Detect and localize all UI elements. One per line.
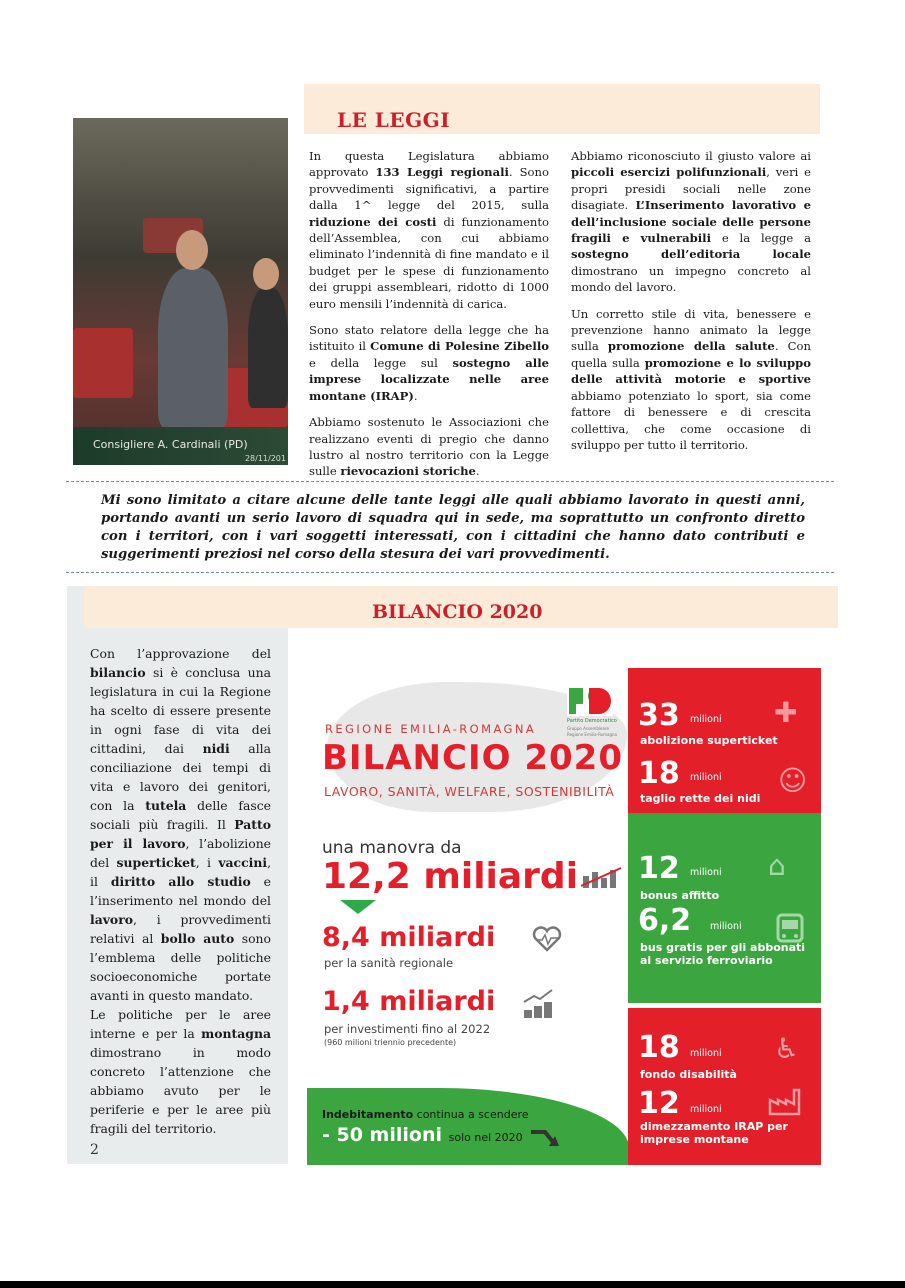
- page-bottom-rule: [0, 1281, 905, 1288]
- leggi-right-bold-text: L’Inserimento lavorativo e dell’inclusione sociale delle persone fragili e vulnerabili: [571, 198, 811, 246]
- stat-affitto-label: bonus affitto: [640, 889, 720, 902]
- divider-top: [66, 481, 834, 482]
- leggi-left-text: . Sono provvedimenti significativi, a partire dalla 1^ legge del 2015, sulla: [309, 165, 549, 213]
- stat-bus-unit: milioni: [710, 921, 742, 932]
- speaker-head: [176, 230, 208, 270]
- stat-nidi-number: 18: [638, 756, 680, 791]
- bilancio-sidebar-text: delle fasce sociali più fragili. Il: [90, 798, 271, 832]
- leggi-column-left: [309, 148, 549, 490]
- trend-down-icon: [529, 1128, 561, 1148]
- bilancio-sidebar-bold-text: superticket: [116, 855, 196, 870]
- debt-note: solo nel 2020: [448, 1131, 523, 1144]
- bilancio-sidebar-bold-text: Patto per il lavoro: [90, 817, 271, 851]
- bilancio-sidebar-text: e l’inserimento nel mondo del: [90, 874, 271, 908]
- leggi-left-bold-text: 133 Leggi regionali: [375, 165, 509, 180]
- debt-rest: continua a scendere: [416, 1108, 529, 1121]
- pd-logo: [567, 686, 619, 740]
- infographic-title: BILANCIO 2020: [322, 738, 623, 778]
- infographic-subtitle: LAVORO, SANITÀ, WELFARE, SOSTENIBILITÀ: [324, 784, 615, 799]
- coins-growth-icon: [522, 988, 556, 1020]
- leggi-right-paragraph: [571, 148, 811, 296]
- leggi-right-text: e la legge a: [710, 231, 811, 246]
- bilancio-sidebar-bold-text: bollo auto: [160, 931, 235, 946]
- photo-caption: Consigliere A. Cardinali (PD): [93, 438, 248, 451]
- baby-icon: ☺: [778, 764, 808, 797]
- leggi-left-text: In questa Legislatura abbiamo approvato: [309, 149, 549, 180]
- bilancio-sidebar-bold-text: vaccini: [218, 855, 268, 870]
- bilancio-sidebar-text: [90, 644, 271, 1138]
- page-number: 2: [90, 1142, 99, 1158]
- bilancio-sidebar-text: , l’abolizione del: [90, 836, 272, 870]
- seat: [73, 328, 133, 398]
- bilancio-sidebar-bold-text: montagna: [201, 1026, 271, 1041]
- desc-invest: per investimenti fino al 2022: [324, 1022, 491, 1036]
- debt-amount: - 50 milioni: [322, 1124, 442, 1146]
- leggi-left-text: di funzionamento dell’Assemblea, con cui abbiamo eliminato l’indennità di fine mandato e il budget per le spese di funzionamento dei gruppi assembleari, ridotto di 1000 euro mensili l’indennità di carica.: [309, 214, 549, 311]
- wheelchair-icon: ♿: [774, 1032, 800, 1065]
- bilancio-sidebar-paragraph: [90, 644, 271, 1005]
- leggi-right-text: Abbiamo riconosciuto il giusto valore ai: [571, 149, 811, 163]
- leggi-right-bold-text: promozione e lo sviluppo delle attività motorie e sportive: [571, 355, 811, 387]
- bilancio-sidebar-text: , i provvedimenti relativi al: [90, 912, 271, 946]
- leggi-right-text: Un corretto stile di vita, benessere e prevenzione hanno animato la legge sulla: [571, 306, 811, 354]
- bilancio-sidebar-paragraph: [90, 1005, 271, 1138]
- bilancio-sidebar-bold-text: diritto allo studio: [110, 874, 251, 889]
- divider-bottom: [66, 572, 834, 573]
- leggi-left-paragraph: [309, 148, 549, 312]
- council-photo: [73, 118, 288, 465]
- desc-invest-note: (960 milioni triennio precedente): [324, 1038, 457, 1047]
- bars-chart-icon: [581, 866, 623, 890]
- bilancio-sidebar-text: Con l’approvazione del: [90, 646, 271, 661]
- photo-date: 28/11/201: [244, 454, 286, 463]
- bilancio-sidebar-text: , il: [90, 855, 272, 889]
- bilancio-sidebar-text: , i: [195, 855, 219, 870]
- leggi-right-text: . Con quella sulla: [571, 339, 811, 370]
- leggi-right-text: dimostrano un impegno concreto al mondo del lavoro.: [571, 263, 811, 295]
- person-head: [253, 258, 279, 290]
- leggi-right-text: abbiamo potenziato lo sport, sia come fattore di benessere e di crescita collettiva, che come occasione di sviluppo per tutto il territorio.: [571, 388, 811, 452]
- person-figure: [248, 288, 288, 408]
- leggi-left-paragraph: [309, 322, 549, 404]
- house-icon: ⌂: [768, 849, 786, 882]
- heart-rate-icon: [532, 926, 562, 952]
- bilancio-sidebar-text: alla conciliazione dei tempi di vita e lavoro dei genitori, con la: [90, 741, 272, 813]
- leggi-right-bold-text: piccoli esercizi polifunzionali: [571, 165, 767, 180]
- bilancio-sidebar-bold-text: lavoro: [90, 912, 133, 927]
- pd-logo-mark: [567, 686, 613, 716]
- leggi-left-text: Sono stato relatore della legge che ha istituito il: [309, 323, 549, 354]
- amount-total: 12,2 miliardi: [322, 856, 579, 897]
- stat-affitto-number: 12: [638, 851, 680, 886]
- debt-line: [322, 1108, 529, 1121]
- bilancio-sidebar-bold-text: bilancio: [90, 665, 146, 680]
- leggi-left-text: Abbiamo sostenuto le Associazioni che realizzano eventi di pregio che danno lustro al nostro territorio con la Legge sulle: [309, 415, 549, 479]
- manovra-label: una manovra da: [322, 838, 462, 858]
- stat-bus-label: bus gratis per gli abbonati al servizio ferroviario: [640, 941, 806, 967]
- bilancio-sidebar-text: Le politiche per le aree interne e per la: [90, 1007, 271, 1041]
- desc-sanita: per la sanità regionale: [324, 956, 454, 970]
- amount-invest: 1,4 miliardi: [322, 986, 496, 1017]
- stat-irap-label: dimezzamento IRAP per imprese montane: [640, 1120, 788, 1146]
- stat-superticket-number: 33: [638, 698, 680, 733]
- stat-superticket-label: abolizione superticket: [640, 734, 778, 747]
- leggi-left-text: .: [413, 388, 418, 403]
- bilancio-sidebar-bold-text: tutela: [145, 798, 187, 813]
- bilancio-sidebar-bold-text: nidi: [202, 741, 230, 756]
- pd-logo-subtext: Gruppo Assembleare Regione Emilia-Romagna: [567, 726, 617, 737]
- region-label: REGIONE EMILIA-ROMAGNA: [325, 722, 537, 736]
- down-arrow-icon: [340, 900, 376, 914]
- stat-nidi-label: taglio rette dei nidi: [640, 792, 761, 805]
- bus-icon: [776, 913, 804, 947]
- leggi-column-right: [571, 148, 811, 463]
- stat-bus-number: 6,2: [638, 903, 692, 938]
- debt-bold: Indebitamento: [322, 1108, 414, 1121]
- stat-irap-unit: milioni: [690, 1104, 722, 1115]
- stats-panel-welfare: [628, 813, 821, 1003]
- stats-panel-disability: [628, 1008, 821, 1165]
- leggi-right-text: , veri e propri presidi sociali nelle zone disagiate.: [571, 165, 811, 213]
- leggi-right-bold-text: sostegno dell’editoria locale: [571, 247, 811, 262]
- leggi-left-paragraph: [309, 414, 549, 480]
- stat-disabilita-number: 18: [638, 1030, 680, 1065]
- leggi-right-bold-text: promozione della salute: [607, 339, 775, 354]
- stat-disabilita-label: fondo disabilità: [640, 1068, 737, 1081]
- leggi-left-bold-text: riduzione dei costi: [309, 214, 437, 229]
- stat-disabilita-unit: milioni: [690, 1048, 722, 1059]
- pd-logo-icon: [567, 686, 613, 716]
- stat-affitto-unit: milioni: [690, 867, 722, 878]
- bilancio-sidebar-text: dimostrano in modo concreto l’attenzione che abbiamo avuto per le periferie e per le aree più fragili del territorio.: [90, 1045, 271, 1136]
- bilancio-sidebar-text: si è conclusa una legislatura in cui la Regione ha scelto di essere presente in ogni fase di vita dei cittadini, dai: [90, 665, 271, 756]
- leggi-left-text: .: [475, 464, 480, 479]
- speaker-figure: [158, 268, 228, 428]
- stat-irap-number: 12: [638, 1086, 680, 1121]
- stats-panel-health: [628, 668, 821, 813]
- leggi-left-bold-text: rievocazioni storiche: [340, 464, 476, 479]
- closing-quote: Mi sono limitato a citare alcune delle tante leggi alle quali abbiamo lavorato in questi anni, portando avanti un serio lavoro di squadra qui in sede, ma soprattutto un confronto diretto con i territori, con i vari soggetti interessati, con i cittadini che hanno dato contributi e suggerimenti preziosi nel corso della stesura dei vari provvedimenti.: [101, 493, 805, 562]
- bilancio-title: BILANCIO 2020: [372, 601, 543, 623]
- stat-superticket-unit: milioni: [690, 714, 722, 725]
- leggi-left-text: e della legge sul: [309, 355, 453, 370]
- leggi-left-bold-text: sostegno alle imprese localizzate nelle aree montane (IRAP): [309, 355, 549, 403]
- stat-nidi-unit: milioni: [690, 772, 722, 783]
- leggi-title: LE LEGGI: [337, 108, 451, 132]
- medkit-icon: ✚: [774, 696, 798, 729]
- bilancio-infographic: [307, 668, 821, 1165]
- leggi-right-paragraph: [571, 306, 811, 454]
- factory-icon: [768, 1088, 802, 1116]
- amount-sanita: 8,4 miliardi: [322, 922, 496, 953]
- leggi-left-bold-text: Comune di Polesine Zibello: [370, 339, 549, 354]
- pd-logo-text: Partito Democratico: [567, 718, 617, 724]
- debt-amount-line: [322, 1124, 523, 1146]
- debt-panel: [307, 1088, 629, 1165]
- bilancio-sidebar-text: sono l’emblema delle politiche socioeconomiche portate avanti in questo mandato.: [90, 931, 272, 1003]
